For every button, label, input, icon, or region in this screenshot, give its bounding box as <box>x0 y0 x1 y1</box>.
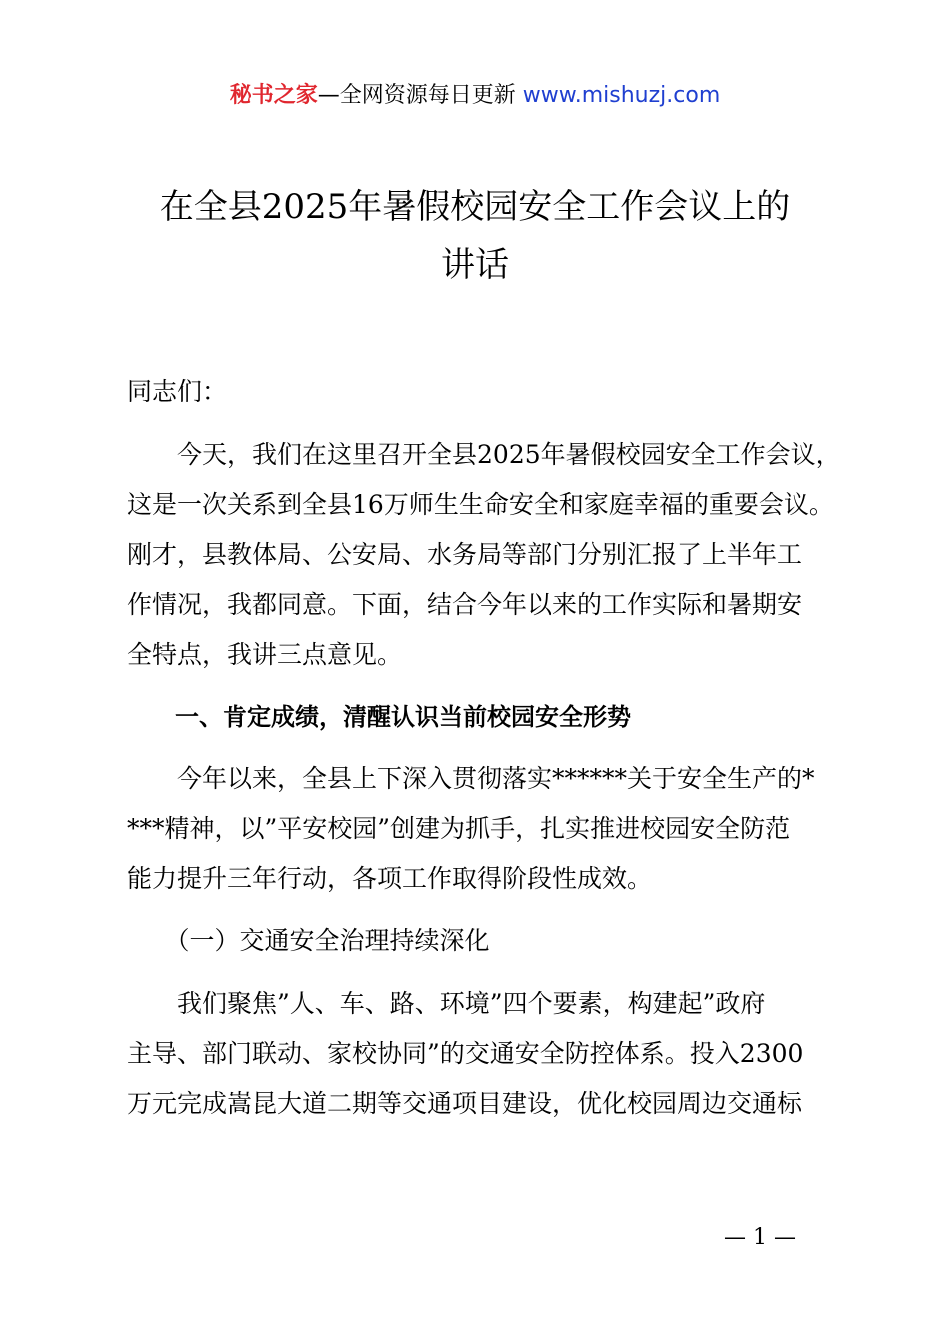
section-heading-1 <box>127 692 835 742</box>
title-line-2: 讲话 <box>441 245 509 285</box>
site-url-link[interactable]: www.mishuzj.com <box>522 83 721 108</box>
brand-name: 秘书之家 <box>229 83 318 108</box>
paragraph-3 <box>127 979 835 1129</box>
paragraph-1 <box>127 430 841 680</box>
paragraph-line: 能力提升三年行动，各项工作取得阶段性成效。 <box>127 864 653 893</box>
title-line-1: 在全县2025年暑假校园安全工作会议上的 <box>159 187 791 227</box>
salutation: 同志们： <box>127 377 228 406</box>
page-number: — 1 — <box>724 1225 796 1250</box>
paragraph-line: 主导、部门联动、家校协同”的交通安全防控体系。投入2300 <box>127 1039 804 1068</box>
subheading-1 <box>127 916 835 966</box>
paragraph-line: 我们聚焦”人、车、路、环境”四个要素，构建起”政府 <box>127 989 766 1018</box>
header-tagline: —全网资源每日更新 <box>317 83 516 108</box>
paragraph-line: 今年以来，全县上下深入贯彻落实******关于安全生产的* <box>127 764 815 793</box>
paragraph-line: 万元完成嵩昆大道二期等交通项目建设，优化校园周边交通标 <box>127 1089 803 1118</box>
paragraph-line: 刚才，县教体局、公安局、水务局等部门分别汇报了上半年工 <box>127 540 803 569</box>
paragraph-line: 作情况，我都同意。下面，结合今年以来的工作实际和暑期安 <box>127 590 803 619</box>
subheading-text: （一）交通安全治理持续深化 <box>127 926 490 955</box>
section-heading-text: 一、肯定成绩，清醒认识当前校园安全形势 <box>127 703 631 731</box>
paragraph-line: ***精神，以”平安校园”创建为抓手，扎实推进校园安全防范 <box>127 814 791 843</box>
paragraph-line: 今天，我们在这里召开全县2025年暑假校园安全工作会议， <box>127 440 841 469</box>
paragraph-line: 全特点，我讲三点意见。 <box>127 640 403 669</box>
paragraph-line: 这是一次关系到全县16万师生生命安全和家庭幸福的重要会议。 <box>127 490 834 519</box>
document-title <box>100 178 850 294</box>
paragraph-2 <box>127 754 835 904</box>
site-header <box>0 80 950 112</box>
